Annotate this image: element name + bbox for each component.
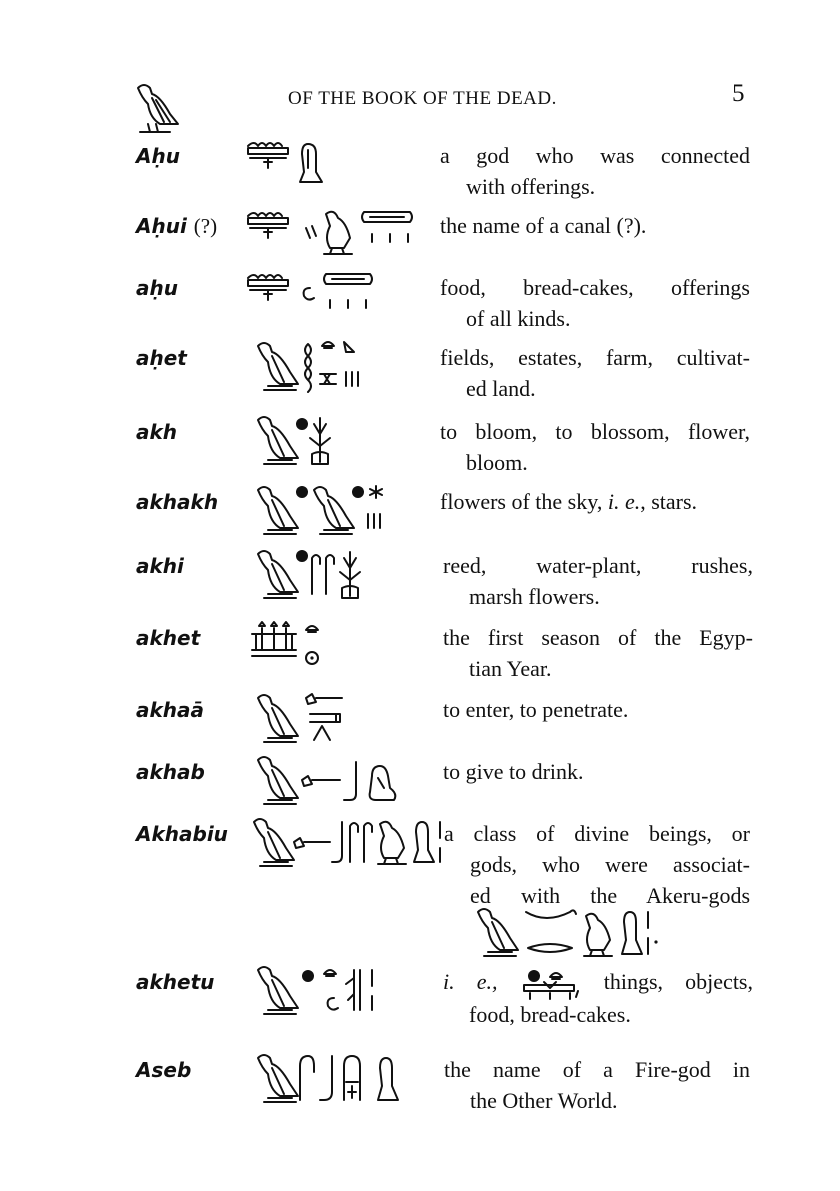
definition-line: the name of a canal (?). (440, 213, 647, 238)
term-qualifier: (?) (193, 214, 218, 238)
hieroglyph-group-icon (250, 414, 340, 470)
definition-line: the Other World. (470, 1088, 618, 1113)
definition-line: with offerings. (466, 174, 596, 199)
hieroglyph-group-icon (250, 692, 350, 748)
definition-line: to give to drink. (443, 759, 584, 784)
running-head: OF THE BOOK OF THE DEAD. (288, 88, 557, 109)
definition-line: a class of divine beings, or (444, 821, 750, 846)
definition-line: marsh flowers. (469, 584, 600, 609)
hieroglyph-group-icon (246, 208, 416, 258)
entry-term: aḥet (136, 346, 187, 370)
definition-line: the first season of the Egyp- (443, 625, 753, 650)
entry-term: akhakh (136, 490, 219, 514)
definition-line: to bloom, to blossom, flower, (440, 419, 750, 444)
ideogram-group-icon (520, 969, 582, 999)
entry-term: Akhabiu (136, 822, 228, 846)
definition-abbreviation: i. e., (443, 969, 498, 994)
entry-term: Aḥu (136, 144, 180, 168)
entry-term: akhab (136, 760, 205, 784)
entry-definition (443, 550, 753, 612)
hieroglyph-group-icon (250, 754, 410, 810)
hieroglyph-group-icon (250, 484, 390, 540)
definition-text: , stars. (640, 489, 698, 514)
hieroglyph-group-icon (246, 816, 442, 872)
vulture-hieroglyph-icon (130, 80, 182, 134)
entry-term (136, 214, 217, 239)
hieroglyph-group-icon (250, 340, 370, 396)
entry-term: Aseb (136, 1058, 192, 1082)
definition-line: of all kinds. (466, 306, 571, 331)
definition-line: food, bread-cakes, offerings (440, 275, 750, 300)
hieroglyph-group-icon (246, 138, 326, 188)
definition-line: to enter, to penetrate. (443, 697, 629, 722)
definition-line: tian Year. (469, 656, 552, 681)
entry-term: akhet (136, 626, 201, 650)
hieroglyph-group-icon (250, 620, 330, 670)
definition-line: the name of a Fire-god in (444, 1057, 750, 1082)
definition-line: ed land. (466, 376, 536, 401)
definition-line (443, 966, 753, 999)
entry-definition (444, 1054, 750, 1116)
entry-definition (440, 210, 750, 241)
term-text: Aḥui (136, 214, 187, 238)
entry-definition (440, 342, 750, 404)
hieroglyph-group-icon (246, 270, 376, 320)
entry-term: akh (136, 420, 178, 444)
definition-line: fields, estates, farm, cultivat- (440, 345, 750, 370)
entry-definition (443, 622, 753, 684)
hieroglyph-group-icon (250, 964, 390, 1020)
definition-text: things, objects, (603, 969, 753, 994)
entry-definition (440, 416, 750, 478)
entry-definition (443, 756, 753, 787)
definition-line: a god who was connected (440, 143, 750, 168)
definition-line: food, bread-cakes. (469, 1001, 631, 1027)
entry-definition (443, 966, 753, 1030)
entry-term: aḥu (136, 276, 178, 300)
definition-abbreviation: i. e. (607, 489, 641, 514)
entry-definition (440, 140, 750, 202)
definition-text: flowers of the sky, (440, 489, 608, 514)
page-number: 5 (732, 80, 745, 107)
akeru-gods-hieroglyph-icon (470, 906, 660, 962)
definition-line: reed, water-plant, rushes, (443, 553, 753, 578)
entry-term: akhi (136, 554, 184, 578)
entry-definition (440, 272, 750, 334)
entry-term: akhetu (136, 970, 215, 994)
definition-line: gods, who were associat- (470, 852, 750, 877)
definition-line: ed with the Akeru-gods (470, 883, 750, 908)
hieroglyph-group-icon (250, 548, 370, 604)
hieroglyph-group-icon (250, 1052, 410, 1108)
definition-line: bloom. (466, 450, 528, 475)
entry-definition (443, 694, 753, 725)
definition-line (440, 486, 750, 517)
entry-definition (444, 818, 750, 911)
entry-term: akhaā (136, 698, 205, 722)
entry-definition (440, 486, 750, 517)
